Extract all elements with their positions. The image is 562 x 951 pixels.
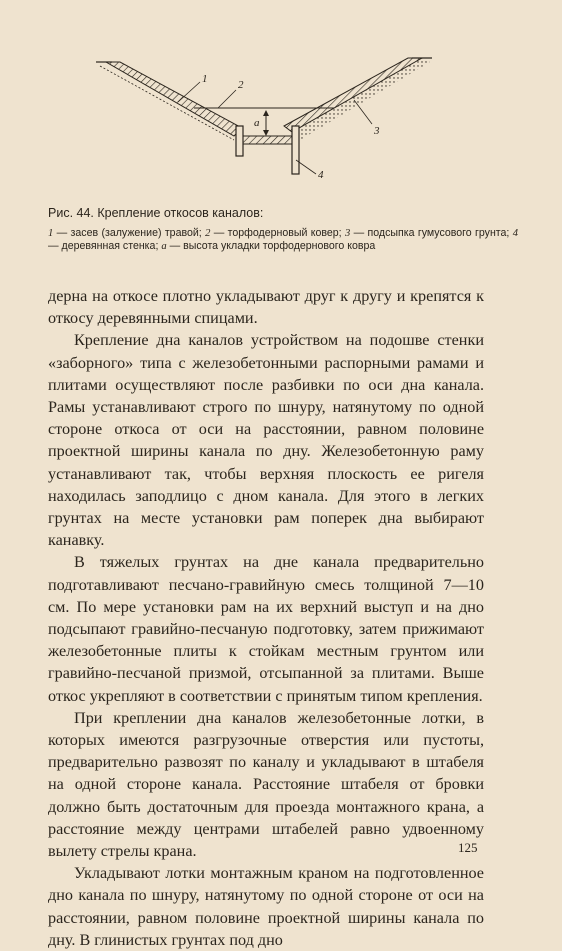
paragraph: В тяжелых грунтах на дне канала предварительно подготавливают песчано-гравийную смесь толщиной 7—10 см. По мере установки рам на их верхний выступ и на дно подсыпают гравийно-песчаную подготовку, затем прижимают железобетонные плиты к стойкам местным грунтом или гравийно-песчаной призмой, отсыпанной за плитами. Выше откос укрепляют в соответствии с принятым типом крепления. bbox=[48, 553, 484, 705]
figure-label-a: a bbox=[254, 117, 260, 129]
legend-num: 4 bbox=[512, 228, 518, 239]
paragraph: Крепление дна каналов устройством на подошве стенки «заборного» типа с железобетонными распорными рамами и плитами осуществляют после разбивки по оси дна канала. Рамы устанавливают строго по шнуру, натянутому по одной стороне откоса от оси на расстоянии, равном половине проектной ширины канала по дну. Железобетонную раму устанавливают так, чтобы верхняя плоскость ее ригеля находилась заподлицо с дном канала. Для этого в легких грунтах на месте установки рам поперек дна выбирают канавку. bbox=[48, 331, 484, 550]
paragraph: дерна на откосе плотно укладывают друг к другу и крепятся к откосу деревянными спицами. bbox=[48, 287, 484, 328]
dimension-arrow-up bbox=[263, 110, 269, 116]
legend-text: — деревянная стенка; bbox=[48, 240, 162, 252]
legend-text: — засев (залужение) травой; bbox=[53, 227, 206, 239]
page-number: 125 bbox=[458, 840, 478, 855]
legend-text: — торфодерновый ковер; bbox=[210, 227, 345, 239]
legend-num: 3 bbox=[344, 228, 351, 239]
leader-3 bbox=[354, 100, 372, 124]
canal-slope-figure bbox=[96, 56, 432, 188]
figure-caption bbox=[48, 205, 518, 253]
leader-2 bbox=[218, 90, 236, 108]
left-slope-turf bbox=[106, 62, 242, 136]
wooden-wall-left bbox=[236, 126, 243, 156]
legend-num: 2 bbox=[205, 228, 211, 239]
canal-cross-section-diagram bbox=[96, 56, 432, 188]
caption-legend bbox=[48, 227, 518, 253]
figure-label-2: 2 bbox=[238, 79, 244, 91]
right-slope-turf bbox=[284, 58, 422, 132]
figure-label-1: 1 bbox=[202, 73, 208, 85]
caption-title: Рис. 44. Крепление откосов каналов: bbox=[48, 206, 264, 220]
wooden-wall-right bbox=[292, 126, 299, 174]
body-text bbox=[48, 285, 484, 951]
left-slope-soil bbox=[100, 66, 234, 140]
paragraph: При креплении дна каналов железобетонные лотки, в которых имеются разгрузочные отверстия или пустоты, предварительно развозят по каналу и укладывают в штабеля на одной стороне канала. Расстояние штабеля от бровки должно быть достаточным для проезда монтажного крана, а расстояние между центрами штабелей равно удвоенному вылету стрелы крана. bbox=[48, 708, 484, 861]
legend-text: — высота укладки торфодернового ковра bbox=[166, 240, 376, 252]
figure-label-4: 4 bbox=[318, 169, 324, 181]
canal-bottom bbox=[242, 136, 292, 144]
paragraph: Укладывают лотки монтажным краном на подготовленное дно канала по шнуру, натянутому по одной стороне от оси на расстоянии, равном половине проектной ширины канала по дну. В глинистых грунтах под дно bbox=[48, 864, 484, 949]
dimension-arrow-down bbox=[263, 130, 269, 136]
right-slope-humus-layer bbox=[292, 58, 430, 140]
legend-num: 1 bbox=[48, 228, 54, 239]
legend-text: — подсыпка гумусового грунта; bbox=[350, 227, 513, 239]
figure-label-3: 3 bbox=[374, 125, 380, 137]
legend-num: a bbox=[161, 241, 167, 252]
